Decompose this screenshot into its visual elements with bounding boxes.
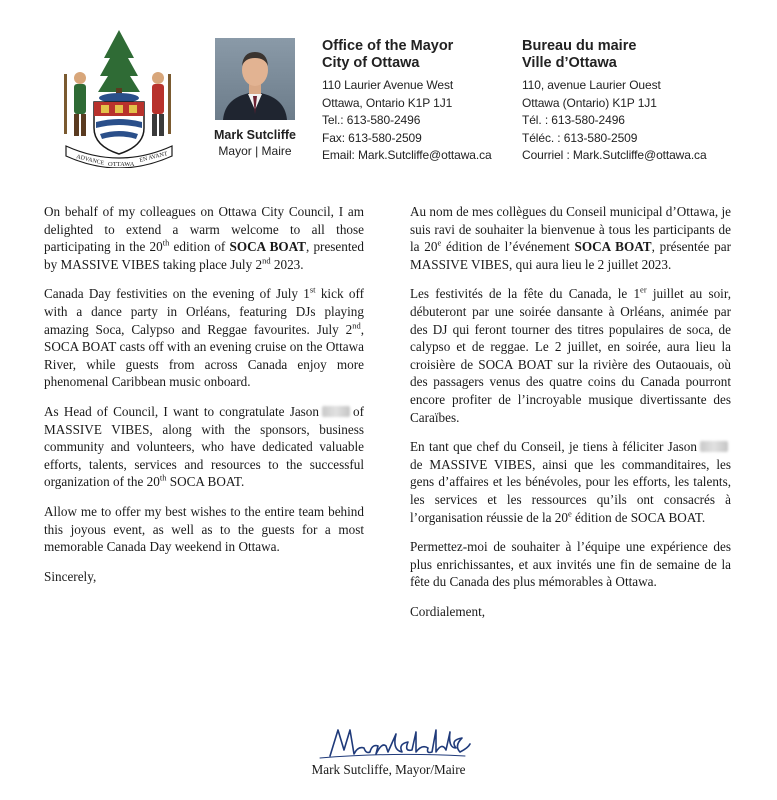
paragraph-4-fr: Permettez-moi de souhaiter à l’équipe une expérience des plus enrichissantes, et aux invités une fin de semaine de la fête du Canada des plus mémorables à Ottawa. (410, 539, 731, 590)
crest-ribbon-right: EN AVANT (139, 151, 169, 164)
office-title-fr: Bureau du maire (522, 38, 637, 54)
signature-name-line: Mark Sutcliffe, Mayor/Maire (311, 762, 466, 777)
paragraph-2-fr: Les festivités de la fête du Canada, le 1er juillet au soir, débuteront par une soirée dansante à Orléans, animée par des DJ qui feront tourner des titres populaires de soca, de calypso et de reggae. Le 2 juillet, en soirée, aura lieu la croisière de SOCA BOAT sur la rivière des Outaouais, où des passagers venus des quatre coins du Canada pourront encore profiter de l’incroyable musique divertissante des Caraïbes. (410, 284, 731, 425)
letter-body-french (410, 203, 731, 632)
letter-body-english (44, 203, 364, 597)
handwritten-signature (300, 722, 480, 762)
address-line-1-en: 110 Laurier Avenue West (322, 78, 454, 92)
mayor-title: Mayor | Maire (218, 144, 292, 158)
paragraph-2-en: Canada Day festivities on the evening of July 1st kick off with a dance party in Orléans, featuring DJs playing amazing Soca, Calypso and Reggae favourites. July 2nd, SOCA BOAT casts off with an evening cruise on the Ottawa River, while guests from across Canada enjoy more phenomenal Caribbean music onboard. (44, 284, 364, 390)
city-title-fr: Ville d’Ottawa (522, 55, 617, 71)
office-block-english (322, 38, 517, 165)
redacted-surname (700, 441, 728, 452)
paragraph-1-en: On behalf of my colleagues on Ottawa City Council, I am delighted to extend a warm welcome to all those participating in the 20th edition of SOCA BOAT, presented by MASSIVE VIBES taking place July 2nd 2023. (44, 204, 364, 272)
office-block-french (522, 38, 752, 165)
city-of-ottawa-crest-icon (60, 28, 178, 168)
fax-en: Fax: 613-580-2509 (322, 130, 422, 145)
paragraph-3-en: As Head of Council, I want to congratulate Jason of MASSIVE VIBES, along with the sponsors, business community and volunteers, who have dedicated valuable efforts, talents, services and resources to the successful organization of the 20th SOCA BOAT. (44, 403, 364, 490)
paragraph-4-en: Allow me to offer my best wishes to the entire team behind this joyous event, as well as to the guests for a most memorable Canada Day weekend in Ottawa. (44, 503, 364, 555)
closing-fr: Cordialement, (410, 603, 486, 619)
closing-en: Sincerely, (44, 568, 97, 584)
city-title-en: City of Ottawa (322, 55, 420, 71)
paragraph-3-fr: En tant que chef du Conseil, je tiens à féliciter Jasonde MASSIVE VIBES, ainsi que les commanditaires, les gens d’affaires et les bénévoles, pour les efforts, les talents, les services et les ressources qu’ils ont consacrés à l’organisation réussie de la 20e édition de SOCA BOAT. (410, 439, 731, 525)
letterhead (0, 0, 777, 175)
redacted-surname (322, 406, 350, 417)
fax-fr: Téléc. : 613-580-2509 (522, 130, 638, 145)
mayor-name: Mark Sutcliffe (214, 128, 296, 142)
mayor-portrait (215, 38, 295, 120)
phone-fr: Tél. : 613-580-2496 (522, 113, 625, 127)
address-line-1-fr: 110, avenue Laurier Ouest (522, 78, 661, 92)
crest-ribbon-center: OTTAWA (108, 161, 135, 168)
address-line-2-en: Ottawa, Ontario K1P 1J1 (322, 95, 453, 110)
address-line-2-fr: Ottawa (Ontario) K1P 1J1 (522, 95, 657, 110)
email-fr: Courriel : Mark.Sutcliffe@ottawa.ca (522, 148, 707, 162)
phone-en: Tel.: 613-580-2496 (322, 113, 421, 127)
email-en: Email: Mark.Sutcliffe@ottawa.ca (322, 148, 492, 162)
office-title-en: Office of the Mayor (322, 38, 454, 54)
paragraph-1-fr: Au nom de mes collègues du Conseil municipal d’Ottawa, je suis ravi de souhaiter la bienvenue à tous les participants de la 20e édition de l’événement SOCA BOAT, présentée par MASSIVE VIBES, qui aura lieu le 2 juillet 2023. (410, 204, 731, 272)
crest-ribbon-left: ADVANCE (75, 154, 105, 167)
portrait-person-icon (215, 38, 295, 120)
